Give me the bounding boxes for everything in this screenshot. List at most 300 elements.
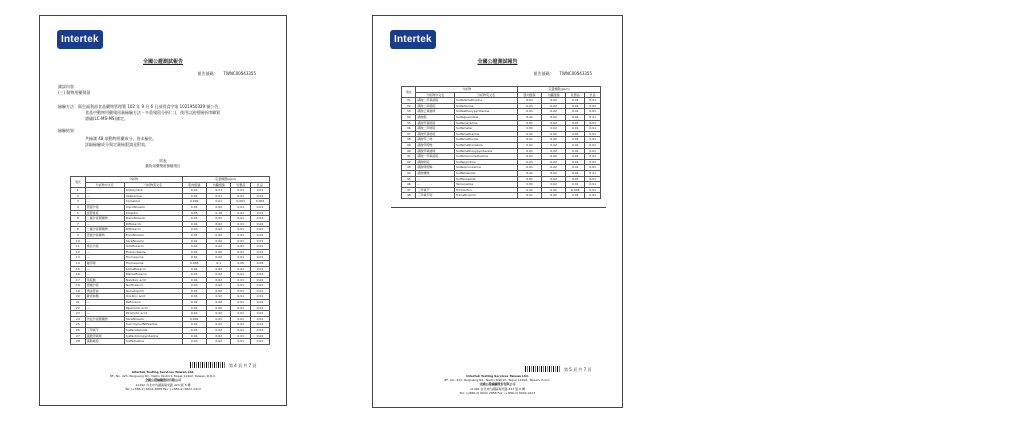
row-loq-value: 0.01 (182, 277, 206, 283)
method-line-2: 食品中動物用藥殘留量檢驗方法－多重殘留分析(二)，使用以液相層析串聯質 (85, 110, 221, 115)
row-loq-value: 0.01 (251, 232, 270, 238)
row-loq-value: 0.02 (207, 232, 231, 238)
row-name-en: Aldoxycarb (124, 188, 182, 194)
row-loq-value: 0.01 (585, 193, 601, 199)
row-loq-value: 0.01 (566, 131, 585, 137)
row-no: 25 (71, 322, 86, 328)
row-loq-value: 0.02 (207, 333, 231, 339)
test-content-label: 測試內容： (58, 84, 78, 89)
col-cn: 分析物中文名 (416, 92, 455, 98)
row-loq-value: 0.01 (207, 188, 231, 194)
row-loq-value: 0.01 (231, 221, 251, 227)
row-loq-value: 0.05 (182, 210, 206, 216)
row-loq-value: 0.05 (251, 260, 270, 266)
row-no: 4 (71, 204, 86, 210)
row-loq-value: 0.01 (518, 103, 542, 109)
row-loq-value: 0.01 (518, 176, 542, 182)
row-loq-value: 0.01 (518, 131, 542, 137)
row-name-cn: 磺胺二甲嘧啶 (416, 126, 455, 132)
row-name-cn: 磺胺甲基嘧啶 (416, 131, 455, 137)
row-name-cn: 奧比沙星 (85, 244, 124, 250)
row-name-en: Sulfadoxine (454, 103, 517, 109)
row-name-cn: — (416, 176, 455, 182)
report-number-label: 報告號碼： (197, 71, 218, 76)
row-loq-value: 0.02 (542, 109, 566, 115)
row-loq-value: 0.01 (251, 305, 270, 311)
row-loq-value: 0.01 (182, 244, 206, 250)
row-no: 12 (71, 249, 86, 255)
row-name-en: Enrofloxacin (124, 232, 182, 238)
row-name-cn: 磺胺甲噁唑 (416, 142, 455, 148)
row-loq-value: 0.01 (585, 165, 601, 171)
row-loq-value: 0.01 (251, 272, 270, 278)
report-number (191, 71, 256, 77)
table-end-rule (391, 207, 606, 208)
row-name-en: Ormetoprim (124, 288, 182, 294)
row-name-en: Sulfamethoxypyridazine (454, 148, 517, 154)
row-loq-value: 0.01 (518, 126, 542, 132)
row-loq-value: 0.1 (207, 260, 231, 266)
row-name-cn: 沙拉沙星類藥物 (85, 316, 124, 322)
row-loq-value: 0.01 (182, 328, 206, 334)
row-loq-value: 0.002 (182, 316, 206, 322)
row-loq-value: 0.01 (518, 120, 542, 126)
row-name-cn: — (85, 272, 124, 278)
row-name-cn: 磺胺甲氧嗪 (85, 333, 124, 339)
row-loq-value: 0.01 (182, 283, 206, 289)
row-loq-value: 0.01 (518, 170, 542, 176)
row-loq-value: 0.01 (566, 126, 585, 132)
row-loq-value: 0.02 (207, 255, 231, 261)
row-loq-value: 0.01 (231, 311, 251, 317)
row-no: 8 (71, 227, 86, 233)
row-name-cn: 三甲氧苄啶 (416, 193, 455, 199)
row-name-cn: — (85, 188, 124, 194)
row-loq-value: 0.01 (231, 227, 251, 233)
row-loq-value: 0.01 (542, 187, 566, 193)
row-name-en: Difloxacin (124, 227, 182, 233)
row-loq-value: 0.01 (251, 204, 270, 210)
row-no: 3 (71, 199, 86, 205)
report-number (527, 71, 592, 77)
row-name-cn: — (85, 238, 124, 244)
row-loq-value: 0.01 (585, 109, 601, 115)
row-name-en: Pefloxacin (124, 300, 182, 306)
row-loq-value: 0.01 (231, 204, 251, 210)
row-loq-value: 0.01 (585, 120, 601, 126)
row-loq-value: 0.01 (231, 244, 251, 250)
row-loq-value: 0.01 (566, 154, 585, 160)
row-loq-value: 0.01 (251, 216, 270, 222)
row-name-cn: 氯羥吡啶 (85, 210, 124, 216)
row-loq-value: 0.01 (182, 232, 206, 238)
row-loq-value: 0.01 (251, 322, 270, 328)
row-name-cn: 磺胺甲二唑 (416, 137, 455, 143)
row-loq-value: 0.01 (231, 328, 251, 334)
row-loq-value: 0.02 (542, 114, 566, 120)
col-loq: 定量極限(ppm) (518, 87, 601, 93)
row-no: 2 (71, 193, 86, 199)
row-loq-value: 0.01 (182, 294, 206, 300)
row-loq-value: 0.02 (207, 204, 231, 210)
row-name-en: Flubendazole (124, 249, 182, 255)
row-loq-value: 0.01 (251, 221, 270, 227)
table-subcaption: 動物用藥殘留檢驗項目 (145, 164, 181, 168)
row-name-cn: 萘啶酸 (85, 277, 124, 283)
row-loq-value: 0.01 (518, 109, 542, 115)
row-no: 19 (71, 288, 86, 294)
row-no: 1 (71, 188, 86, 194)
row-loq-value: 0.02 (207, 305, 231, 311)
row-loq-value: 0.01 (251, 311, 270, 317)
footer-address-cn: 11492 台北市內湖區瑞光路 423 號 8 樓 (470, 386, 525, 391)
row-name-cn: 恩諾沙星藥物 (85, 232, 124, 238)
footer (40, 370, 286, 391)
row-loq-value: 0.01 (251, 227, 270, 233)
row-loq-value: 0.01 (585, 98, 601, 104)
row-loq-value: 0.01 (231, 294, 251, 300)
row-loq-value: 0.01 (585, 114, 601, 120)
results-table (401, 86, 601, 199)
footer-company: Intertek Testing Services Taiwan Ltd. (466, 374, 529, 378)
row-loq-value: 0.01 (182, 188, 206, 194)
row-no: 44 (402, 170, 416, 176)
row-loq-value: 0.02 (542, 154, 566, 160)
footer-contact: Tel: (+886-2) 6602-2888 Fax: (+886-2) 6602-2413 (459, 390, 536, 395)
method-line-3: 譜儀(LC-MS-MS)測定。 (85, 116, 129, 121)
row-loq-value: 0.01 (182, 339, 206, 345)
row-name-en: Temerazole (454, 182, 517, 188)
row-name-cn: — (85, 221, 124, 227)
row-no: 23 (71, 311, 86, 317)
footer-company: Intertek Testing Services Taiwan Ltd. (131, 370, 195, 374)
row-loq-value: 0.05 (231, 260, 251, 266)
row-name-en: Clopidol (124, 210, 182, 216)
row-loq-value: 0.01 (251, 277, 270, 283)
row-no: 48 (402, 193, 416, 199)
row-loq-value: 0.001 (231, 199, 251, 205)
row-loq-value: 0.01 (231, 216, 251, 222)
row-loq-value: 0.01 (518, 193, 542, 199)
row-loq-value: 0.01 (231, 333, 251, 339)
footer-company-cn: 全國公證檢驗股份有限公司 (479, 382, 516, 387)
row-no: 42 (402, 159, 416, 165)
row-loq-value: 0.01 (182, 300, 206, 306)
row-loq-value: 0.01 (231, 272, 251, 278)
row-loq-value: 0.02 (207, 277, 231, 283)
report-title: 全國公證測試報告 (477, 59, 518, 65)
row-no: 34 (402, 114, 416, 120)
row-loq-value: 0.01 (585, 148, 601, 154)
row-no: 33 (402, 109, 416, 115)
row-loq-value: 0.02 (207, 283, 231, 289)
row-loq-value: 0.01 (182, 227, 206, 233)
col-loq-2: 內臟組織 (207, 182, 231, 188)
row-loq-value: 0.01 (585, 126, 601, 132)
row-name-cn: 磺胺胍 (416, 114, 455, 120)
row-no: 45 (402, 176, 416, 182)
row-loq-value: 0.01 (231, 316, 251, 322)
result-line-2: 詳細檢驗成分與定量極限請見附表。 (85, 142, 149, 147)
row-loq-value: 0.01 (231, 322, 251, 328)
row-loq-value: 0.02 (207, 339, 231, 345)
row-loq-value: 0.01 (518, 154, 542, 160)
row-no: 15 (71, 266, 86, 272)
row-loq-value: 0.01 (182, 333, 206, 339)
col-loq-2: 內臟組織 (542, 92, 566, 98)
row-name-en: Carazolol (124, 199, 182, 205)
row-loq-value: 0.01 (566, 176, 585, 182)
col-loq-1: 肌肉組織 (518, 92, 542, 98)
row-loq-value: 0.01 (566, 103, 585, 109)
row-loq-value: 0.01 (585, 170, 601, 176)
row-name-en: Sulfisoxazole (454, 176, 517, 182)
row-loq-value: 0.01 (566, 148, 585, 154)
row-no: 39 (402, 142, 416, 148)
row-loq-value: 0.02 (207, 266, 231, 272)
row-name-cn: — (85, 249, 124, 255)
intertek-logo: Intertek (57, 30, 103, 49)
row-loq-value: 0.02 (207, 221, 231, 227)
footer-company-cn: 全國公證檢驗股份有限公司 (144, 378, 181, 383)
row-loq-value: 0.01 (251, 288, 270, 294)
row-name-cn: 氟甲喹 (85, 260, 124, 266)
row-loq-value: 0.01 (518, 114, 542, 120)
row-name-en: Sulfaquinoxaline (454, 165, 517, 171)
row-loq-value: 0.01 (182, 204, 206, 210)
row-name-en: Sarafloxacin (124, 316, 182, 322)
row-loq-value: 0.01 (566, 159, 585, 165)
row-loq-value: 0.01 (182, 272, 206, 278)
row-loq-value: 0.01 (231, 188, 251, 194)
row-name-cn: 奧美普林 (85, 288, 124, 294)
row-name-cn: 磺胺乙氧噠嗪 (416, 109, 455, 115)
row-loq-value: 0.01 (518, 98, 542, 104)
row-name-en: Sulfadiazine (124, 339, 182, 345)
row-loq-value: 0.01 (182, 322, 206, 328)
row-loq-value: 0.01 (182, 311, 206, 317)
row-loq-value: 0.02 (542, 182, 566, 188)
row-no: 26 (71, 328, 86, 334)
method-line-1: 檢驗方法：衛生福利部食品藥物管理署 102 年 9 月 6 日部授食字第 1021950329 號公告， (58, 104, 223, 109)
row-loq-value: 0.01 (231, 305, 251, 311)
row-name-en: Pipemidic acid (124, 305, 182, 311)
row-name-en: Azaperone (124, 193, 182, 199)
row-loq-value: 0.01 (231, 339, 251, 345)
row-name-cn: — (85, 199, 124, 205)
row-no: 10 (71, 238, 86, 244)
row-no: 7 (71, 221, 86, 227)
row-loq-value: 0.01 (182, 221, 206, 227)
row-no: 6 (71, 216, 86, 222)
row-loq-value: 0.01 (585, 159, 601, 165)
col-en: 分析物英文名 (124, 182, 182, 188)
row-loq-value: 0.01 (518, 148, 542, 154)
row-loq-value: 0.02 (207, 322, 231, 328)
row-no: 20 (71, 294, 86, 300)
footer-contact: Tel: (+886-2) 6602-2888 Fax: (+886-2) 6602-2413 (125, 386, 201, 391)
barcode (190, 362, 226, 368)
row-loq-value: 0.02 (542, 103, 566, 109)
row-no: 9 (71, 232, 86, 238)
row-name-cn: — (85, 311, 124, 317)
row-name-en: Sulfaguanidine (454, 114, 517, 120)
row-name-cn: 磺胺噻唑 (416, 170, 455, 176)
row-name-en: Sulfacetamide (124, 328, 182, 334)
report-title: 全國公證測試報告 (142, 59, 183, 65)
footer (373, 374, 622, 395)
row-name-cn: 磺胺二甲嘧啶 (416, 103, 455, 109)
row-name-cn: — (85, 322, 124, 328)
row-no: 41 (402, 154, 416, 160)
row-loq-value: 0.01 (251, 188, 270, 194)
row-no: 31 (402, 98, 416, 104)
row-name-cn: — (85, 305, 124, 311)
test-category: (三) 動物用藥殘留 (58, 90, 91, 95)
col-en: 分析物英文名 (454, 92, 517, 98)
row-name-cn: 三甲氧苄 (85, 328, 124, 334)
footer-address-cn: 11492 台北市內湖區瑞光路 423 號 8 樓 (135, 382, 191, 387)
row-name-en: Nalidixic acid (124, 277, 182, 283)
row-name-en: Sulfamethoxazole (454, 142, 517, 148)
row-loq-value: 0.01 (231, 277, 251, 283)
col-loq-4: 乳品 (585, 92, 601, 98)
row-loq-value: 0.01 (566, 165, 585, 171)
row-name-en: Sulfamethazine (454, 131, 517, 137)
row-name-cn: 歐索林酸 (85, 294, 124, 300)
page-number: 第 4 頁 共 7 頁 (229, 363, 257, 368)
row-loq-value: 0.02 (207, 328, 231, 334)
row-loq-value: 0.02 (542, 120, 566, 126)
row-loq-value: 0.01 (251, 255, 270, 261)
row-loq-value: 0.01 (251, 193, 270, 199)
row-name-en: Trichlorfon (454, 187, 517, 193)
row-no: 37 (402, 131, 416, 137)
row-name-cn: 磺胺喹噁啉 (416, 165, 455, 171)
result-label: 檢驗結果： (58, 128, 78, 133)
row-loq-value: 0.01 (207, 199, 231, 205)
row-loq-value: 0.02 (207, 249, 231, 255)
row-loq-value: 0.01 (231, 255, 251, 261)
row-name-cn: 磺胺嘧啶 (85, 339, 124, 345)
row-loq-value: 0.01 (566, 170, 585, 176)
row-name-cn: — (85, 193, 124, 199)
row-loq-value: 0.01 (566, 142, 585, 148)
row-no: 38 (402, 137, 416, 143)
row-loq-value: 0.01 (518, 165, 542, 171)
row-no: 5 (71, 210, 86, 216)
col-loq-3: 乳製品 (231, 182, 251, 188)
row-loq-value: 0.02 (542, 176, 566, 182)
row-name-en: Sulfamonomethoxine (454, 154, 517, 160)
row-loq-value: 0.02 (542, 142, 566, 148)
row-loq-value: 0.002 (251, 199, 270, 205)
row-name-en: Marbofloxacin (124, 272, 182, 278)
report-number-label: 報告號碼： (533, 71, 554, 76)
row-loq-value: 0.01 (231, 210, 251, 216)
row-loq-value: 0.02 (207, 272, 231, 278)
row-no: 11 (71, 244, 86, 250)
row-loq-value: 0.01 (251, 333, 270, 339)
row-name-cn: 恩諾沙星 (85, 204, 124, 210)
row-loq-value: 0.01 (182, 255, 206, 261)
row-name-en: Sulfameter (454, 126, 517, 132)
row-no: 21 (71, 300, 86, 306)
row-loq-value: 0.01 (251, 238, 270, 244)
row-loq-value: 0.01 (182, 249, 206, 255)
row-loq-value: 0.02 (542, 159, 566, 165)
row-loq-value: 0.01 (585, 154, 601, 160)
row-loq-value: 0.01 (182, 193, 206, 199)
row-name-en: Sulfadimethoxine (454, 98, 517, 104)
row-name-en: Oxolinic acid (124, 294, 182, 300)
row-loq-value: 0.01 (251, 249, 270, 255)
row-name-en: Sulfathiazole (454, 170, 517, 176)
row-loq-value: 0.10 (207, 210, 231, 216)
row-loq-value: 0.005 (182, 260, 206, 266)
row-no: 14 (71, 260, 86, 266)
col-ingredient: 分析物 (416, 87, 518, 93)
row-loq-value: 0.01 (251, 300, 270, 306)
row-no: 36 (402, 126, 416, 132)
row-name-en: Flumequine (124, 255, 182, 261)
row-loq-value: 0.01 (585, 176, 601, 182)
row-loq-value: 0.01 (566, 193, 585, 199)
row-no: 40 (402, 148, 416, 154)
col-loq-4: 乳品 (251, 182, 270, 188)
row-name-cn: 磺胺一甲氧嘧啶 (416, 154, 455, 160)
row-loq-value: 0.01 (182, 216, 206, 222)
row-loq-value: 0.01 (231, 232, 251, 238)
row-loq-value: 0.01 (207, 316, 231, 322)
row-loq-value: 0.02 (542, 98, 566, 104)
row-loq-value: 0.01 (566, 114, 585, 120)
row-loq-value: 0.02 (542, 137, 566, 143)
row-name-en: Sulfaethoxypyridazine (454, 109, 517, 115)
results-table (70, 176, 270, 345)
row-no: 28 (71, 339, 86, 345)
row-loq-value: 0.02 (207, 288, 231, 294)
row-name-cn: 三甲氧苄 (416, 187, 455, 193)
row-name-cn: 磺胺吡啶 (416, 159, 455, 165)
row-loq-value: 0.01 (207, 216, 231, 222)
row-name-en: Flumequine (124, 260, 182, 266)
row-name-en: Danofloxacin (124, 216, 182, 222)
row-loq-value: 0.01 (251, 266, 270, 272)
row-loq-value: 0.01 (231, 249, 251, 255)
row-no: 46 (402, 182, 416, 188)
row-name-cn: — (85, 300, 124, 306)
row-name-en: Sulfamethizole (454, 137, 517, 143)
row-name-en: Sarafloxacin (124, 238, 182, 244)
row-loq-value: 0.01 (231, 283, 251, 289)
row-loq-value: 0.01 (585, 142, 601, 148)
row-loq-value: 0.01 (251, 283, 270, 289)
row-name-cn: 二氟沙星類藥物 (85, 227, 124, 233)
row-loq-value: 0.002 (182, 199, 206, 205)
row-name-en: Norfloxacin (124, 283, 182, 289)
row-loq-value: 0.02 (207, 311, 231, 317)
col-loq-3: 乳製品 (566, 92, 585, 98)
row-no: 16 (71, 272, 86, 278)
row-loq-value: 0.01 (231, 238, 251, 244)
row-loq-value: 0.01 (585, 131, 601, 137)
col-loq-1: 肌肉組織 (182, 182, 206, 188)
row-no: 47 (402, 187, 416, 193)
row-loq-value: 0.01 (231, 288, 251, 294)
page-number: 第 5 頁 共 7 頁 (564, 367, 592, 372)
row-loq-value: 0.01 (251, 294, 270, 300)
